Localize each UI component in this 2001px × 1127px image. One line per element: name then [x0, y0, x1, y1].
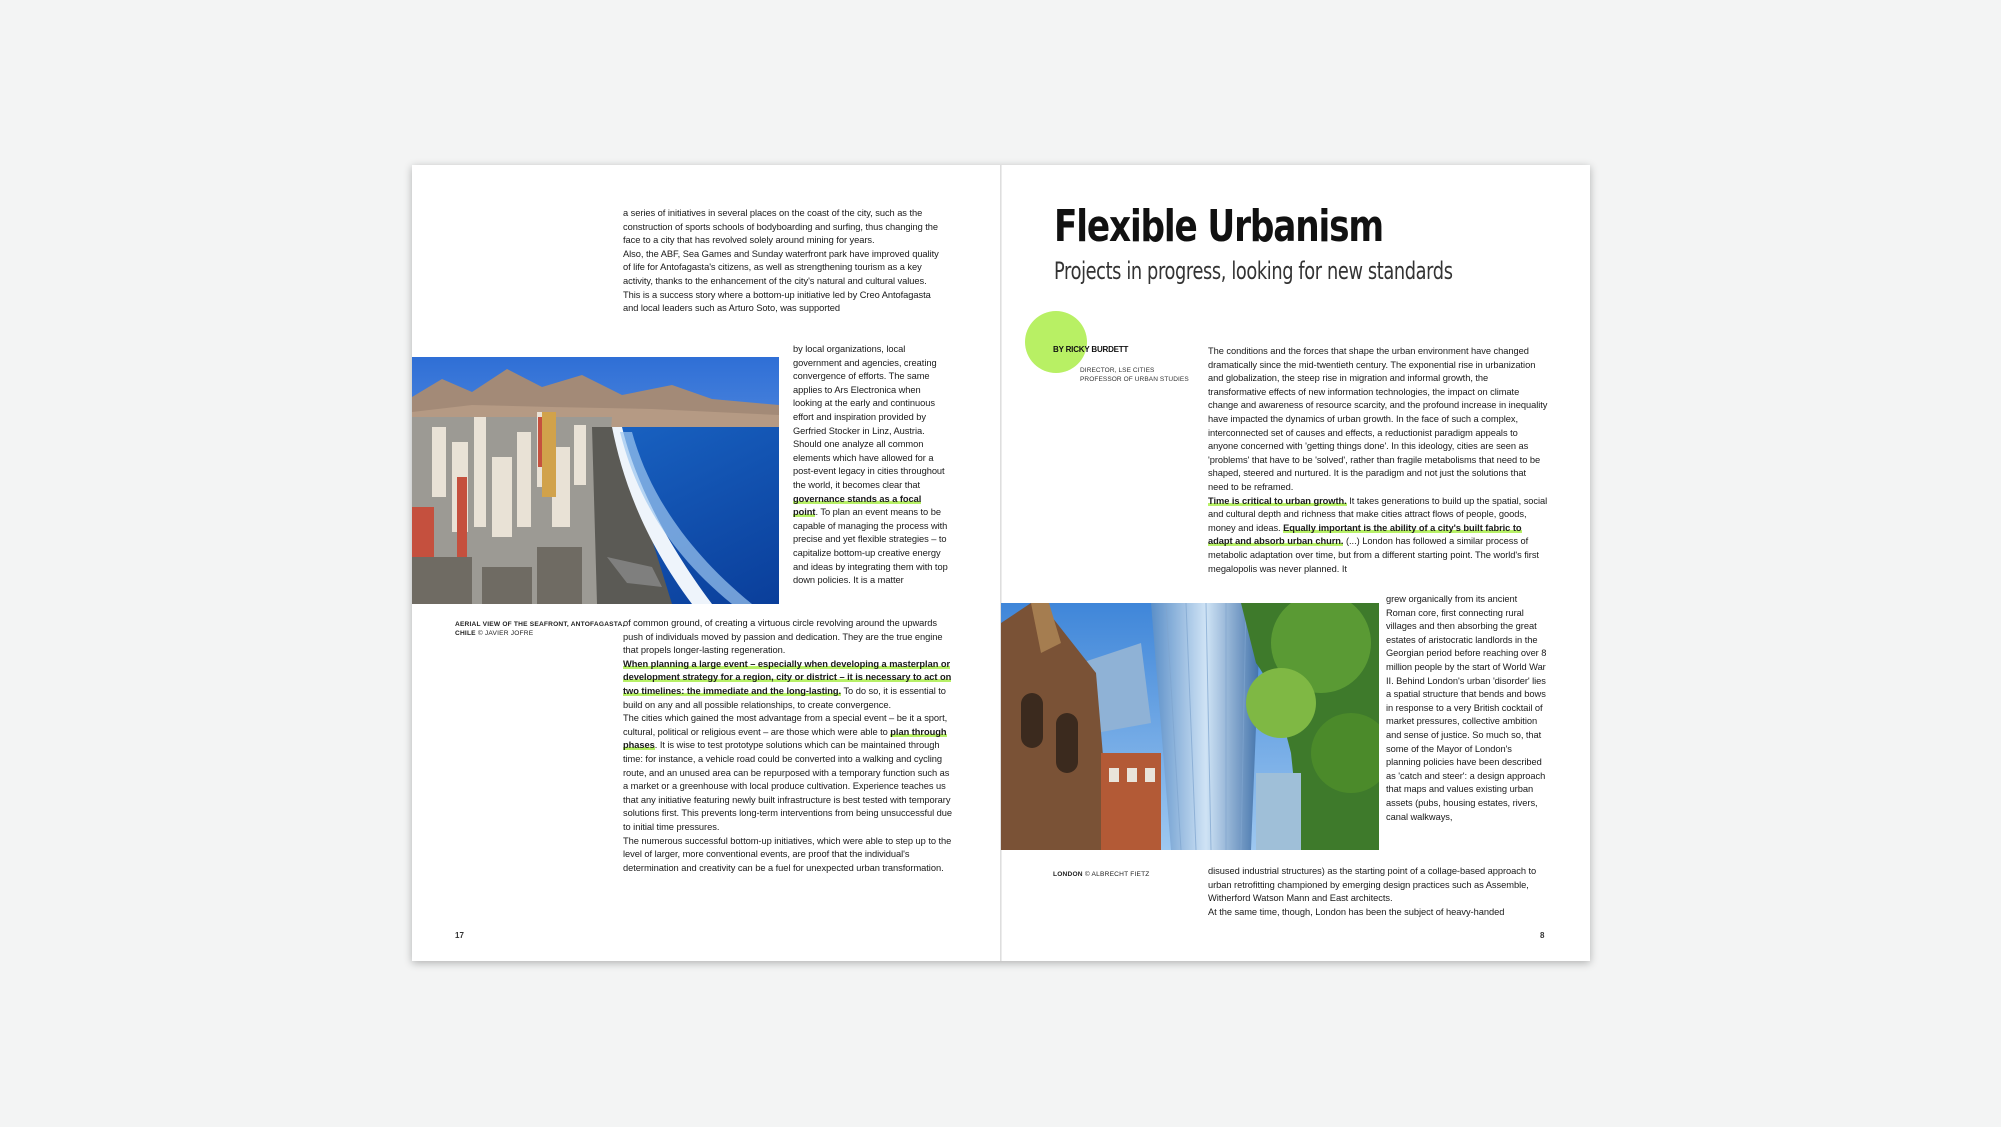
highlighted-text: Time is critical to urban growth. [1208, 495, 1347, 506]
paragraph: The numerous successful bottom-up initiatives, which were able to step up to the level of larger, more conventional events, are proof that the individual's determination and creativity can be a fuel for unexpected urban transformation. [623, 835, 952, 873]
text-run: The cities which gained the most advantage from a special event – be it a sport, cultural, political or religious event – are those which were able to [623, 713, 948, 737]
right-page [1001, 165, 1590, 961]
paragraph: Also, the ABF, Sea Games and Sunday waterfront park have improved quality of life for Antofagasta's citizens, as well as strengthening tourism as a key activity, thanks to the enhancement of the city's natural and cultural values. [623, 248, 939, 286]
author-role [1080, 367, 1189, 384]
right-column-top [1208, 345, 1548, 576]
text-run: . It is wise to test prototype solutions which can be maintained through time: for instance, a vehicle road could be converted into a walking and cycling route, and an unused area can be repurposed with a temporary function such as a market or a greenhouse with local produce cultivation. Experience teaches us that any initiative featuring newly built infrastructure is best tested with temporary solutions first. This prevents long-term interventions from being unsuccessful due to initial time pressures. [623, 740, 953, 832]
left-column-top [623, 207, 945, 316]
paragraph [793, 438, 948, 588]
paragraph: of common ground, of creating a virtuous circle revolving around the upwards push of individuals moved by passion and dedication. They are the true engine that propels longer-lasting regeneration. [623, 618, 943, 656]
article-title: Flexible Urbanism [1054, 201, 1383, 252]
left-page [412, 165, 1001, 961]
paragraph [623, 712, 953, 834]
paragraph: a series of initiatives in several places on the coast of the city, such as the construction of sports schools of bodyboarding and surfing, thus changing the face to a city that has revolved solely around mining for years. [623, 208, 939, 246]
paragraph: disused industrial structures) as the starting point of a collage-based approach to urban retrofitting championed by emerging design practices such as Assemble, Witherford Watson Mann and East architects. [1208, 866, 1537, 904]
right-column-bottom [1208, 865, 1548, 919]
text-run: It takes generations to build up the spatial, social and cultural depth and richness that make cities attract flows of people, goods, money and ideas. [1208, 495, 1548, 533]
caption-title: LONDON [1053, 871, 1083, 878]
text-run: . To plan an event means to be capable of managing the process with precise and yet flexible strategies – to capitalize bottom-up creative energy and ideas by integrating them with top down policies. It is a matter [793, 507, 948, 586]
paragraph: grew organically from its ancient Roman core, first connecting rural villages and then absorbing the great estates of aristocratic landlords in the Georgian period before reaching over 8 million people by the start of World War II. Behind London's urban 'disorder' lies a spatial structure that bends and bows in response to a very British cocktail of market pressures, collective ambition and sense of justice. So much so, that some of the Mayor of London's planning policies have been described as 'catch and steer': a design approach that maps and values existing urban assets (pubs, housing estates, rivers, canal walkways, [1386, 594, 1547, 822]
text-run: (...) London has followed a similar process of metabolic adaptation over time, but from a different starting point. The world's first megalopolis was never planned. It [1208, 536, 1539, 574]
author-role-line: DIRECTOR, LSE CITIES [1080, 367, 1155, 374]
highlighted-text: plan through phases [623, 726, 947, 751]
paragraph [1208, 495, 1548, 577]
text-run: Should one analyze all common elements which have allowed for a post-event legacy in cities throughout the world, it becomes clear that [793, 439, 945, 490]
seafront-photo [412, 357, 779, 604]
paragraph: At the same time, though, London has been the subject of heavy-handed [1208, 906, 1505, 917]
left-column-bottom [623, 617, 953, 875]
left-column-narrow [793, 343, 948, 588]
green-circle-decoration [1025, 311, 1087, 373]
author-byline: BY RICKY BURDETT [1053, 345, 1129, 354]
paragraph: This is a success story where a bottom-up initiative led by Creo Antofagasta and local leaders such as Arturo Soto, was supported [623, 289, 931, 314]
photo-caption [455, 620, 625, 638]
caption-credit: © JAVIER JOFRE [475, 630, 534, 637]
highlighted-text: When planning a large event – especially when developing a masterplan or development strategy for a region, city or district – it is necessary to act on two timelines: the immediate and the long-lasting. [623, 658, 952, 696]
paragraph: The conditions and the forces that shape the urban environment have changed dramatically since the mid-twentieth century. The exponential rise in urbanization and globalization, the steep rise in migration and informal growth, the transformative effects of new information technologies, the impact on climate change and awareness of resource scarcity, and the profound increase in inequality have impacted the dynamics of urban growth. In the face of such a complex, interconnected set of causes and effects, a reductionist paradigm appeals to anyone concerned with 'getting things done'. In this ideology, cities are seen as 'problems' that have to be 'solved', rather than fragile metabolisms that need to be shaped, steered and nurtured. It is the paradigm and not just the solutions that need to be reframed. [1208, 346, 1548, 492]
highlighted-text: governance stands as a focal point [793, 493, 922, 518]
author-role-line: PROFESSOR OF URBAN STUDIES [1080, 375, 1189, 383]
page-number: 17 [455, 931, 464, 940]
caption-title: AERIAL VIEW OF THE SEAFRONT, ANTOFAGASTA, CHILE [455, 621, 625, 637]
highlighted-text: Equally important is the ability of a city's built fabric to adapt and absorb urban churn. [1208, 522, 1522, 547]
right-column-narrow [1386, 593, 1548, 824]
paragraph [623, 658, 953, 712]
article-subtitle: Projects in progress, looking for new standards [1054, 257, 1453, 285]
paragraph: by local organizations, local government and agencies, creating convergence of efforts. The same applies to Ars Electronica when looking at the early and continuous effort and inspiration provided by Gerfried Stocker in Linz, Austria. [793, 344, 937, 436]
magazine-spread [412, 165, 1590, 961]
photo-caption [1053, 870, 1150, 879]
caption-credit: © ALBRECHT FIETZ [1082, 871, 1150, 878]
page-number: 8 [1540, 931, 1545, 940]
london-photo [1001, 603, 1379, 850]
text-run: To do so, it is essential to build on any and all possible relationships, to create convergence. [623, 685, 946, 710]
